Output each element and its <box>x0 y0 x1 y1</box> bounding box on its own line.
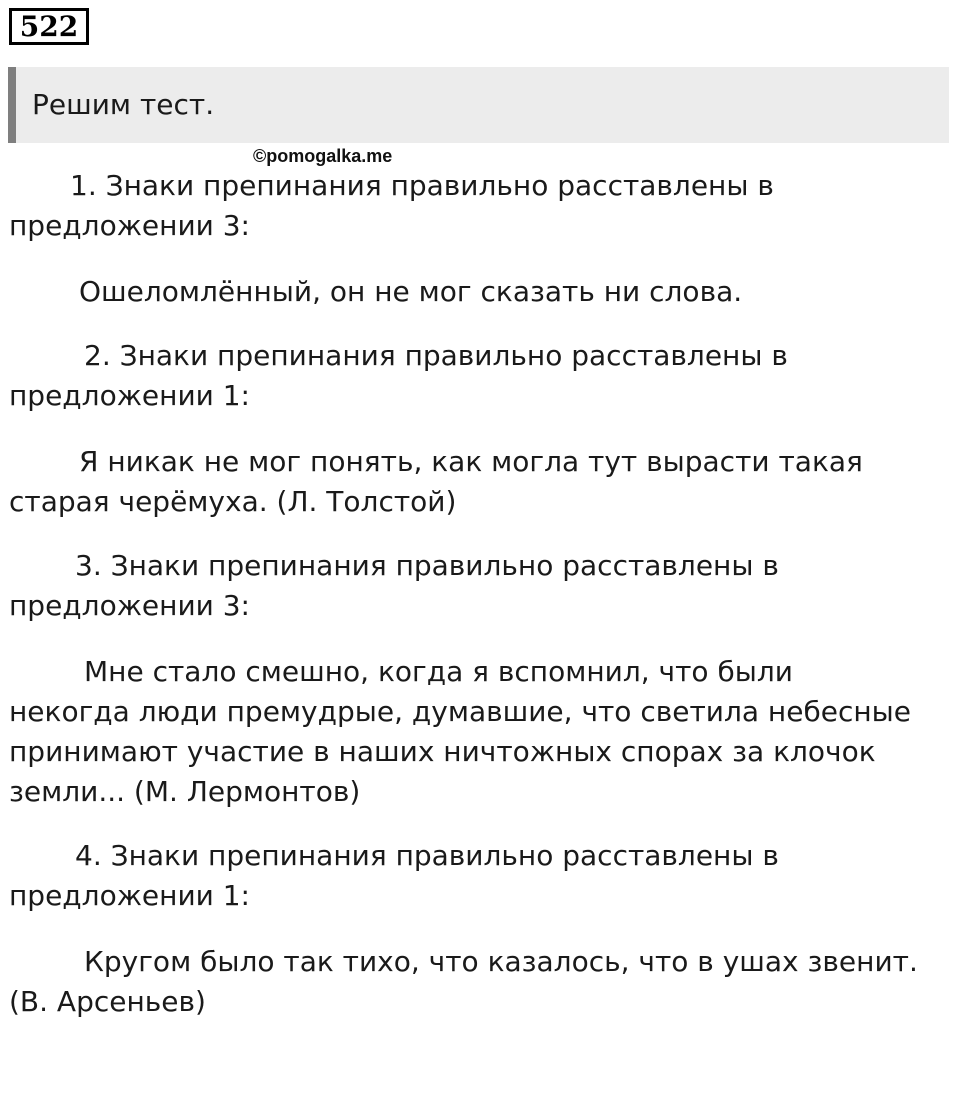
item-1-question-cont <box>9 206 959 246</box>
question-line: 3. Знаки препинания правильно расставлены в <box>75 549 779 582</box>
answer-line: Мне стало смешно, когда я вспомнил, что были <box>84 655 793 688</box>
item-4 <box>9 836 959 1022</box>
content <box>9 166 959 1022</box>
item-4-answer-cont <box>9 982 959 1022</box>
question-line: предложении 1: <box>9 379 250 412</box>
item-2-answer <box>9 442 959 482</box>
header-title: Решим тест. <box>32 88 215 121</box>
question-line: предложении 3: <box>9 209 250 242</box>
item-4-question <box>9 836 959 876</box>
question-line: предложении 1: <box>9 879 250 912</box>
watermark: ©pomogalka.me <box>253 146 393 166</box>
item-1-answer <box>9 272 959 312</box>
item-1 <box>9 166 959 312</box>
item-3 <box>9 546 959 812</box>
answer-line: некогда люди премудрые, думавшие, что светила небесные <box>9 695 911 728</box>
answer-line: принимают участие в наших ничтожных спорах за клочок <box>9 735 876 768</box>
task-number: 522 <box>9 8 89 45</box>
item-2-answer-cont <box>9 482 959 522</box>
item-3-answer-cont-2 <box>9 732 959 772</box>
question-line: 1. Знаки препинания правильно расставлены в <box>70 169 774 202</box>
answer-line: (В. Арсеньев) <box>9 985 206 1018</box>
header-bar <box>8 67 949 143</box>
item-2-question <box>9 336 959 376</box>
item-3-answer-cont-1 <box>9 692 959 732</box>
item-1-question <box>9 166 959 206</box>
answer-line: Кругом было так тихо, что казалось, что в ушах звенит. <box>84 945 918 978</box>
answer-line: Ошеломлённый, он не мог сказать ни слова. <box>79 275 743 308</box>
item-3-answer <box>9 652 959 692</box>
answer-line: старая черёмуха. (Л. Толстой) <box>9 485 457 518</box>
item-4-question-cont <box>9 876 959 916</box>
question-line: предложении 3: <box>9 589 250 622</box>
item-2-question-cont <box>9 376 959 416</box>
item-3-question <box>9 546 959 586</box>
question-line: 2. Знаки препинания правильно расставлены в <box>84 339 788 372</box>
item-3-answer-cont-3 <box>9 772 959 812</box>
question-line: 4. Знаки препинания правильно расставлены в <box>75 839 779 872</box>
item-3-question-cont <box>9 586 959 626</box>
item-4-answer <box>9 942 959 982</box>
item-2 <box>9 336 959 522</box>
answer-line: Я никак не мог понять, как могла тут вырасти такая <box>79 445 863 478</box>
answer-line: земли... (М. Лермонтов) <box>9 775 361 808</box>
